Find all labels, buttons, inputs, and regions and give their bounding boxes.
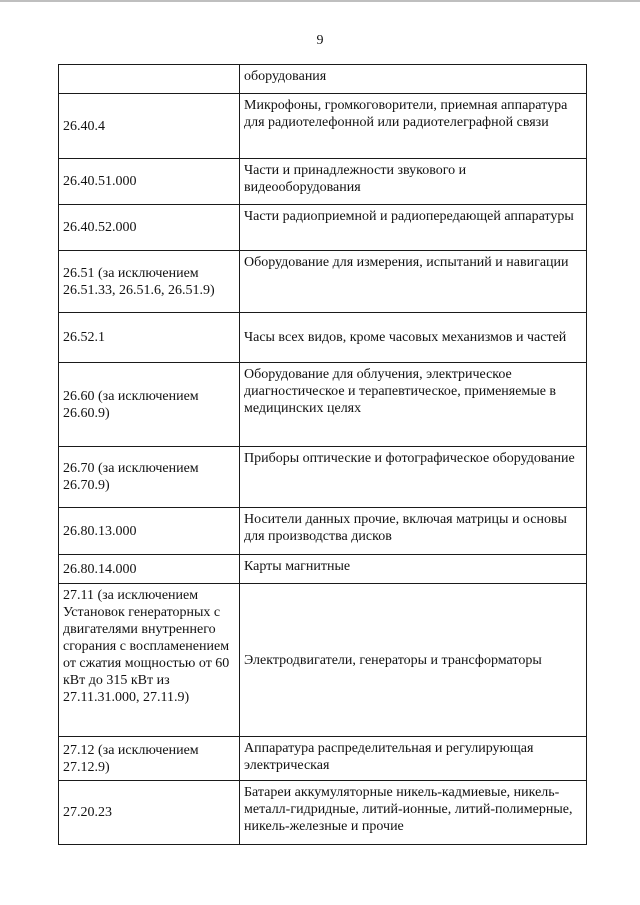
code-cell: 26.80.13.000 [59,508,240,555]
description-cell: Части радиоприемной и радиопередающей аппаратуры [240,205,587,251]
code-cell [59,65,240,94]
code-cell: 27.12 (за исключением 27.12.9) [59,737,240,781]
code-cell: 27.20.23 [59,781,240,845]
code-cell: 26.70 (за исключением 26.70.9) [59,447,240,508]
table-row [59,363,587,447]
description-cell: Часы всех видов, кроме часовых механизмов и частей [240,313,587,363]
table-row [59,584,587,737]
description-cell: Электродвигатели, генераторы и трансформаторы [240,584,587,737]
table-row [59,94,587,159]
code-cell: 26.80.14.000 [59,555,240,584]
table-row [59,159,587,205]
table-row [59,251,587,313]
page-number: 9 [316,33,324,48]
table-row [59,447,587,508]
code-cell: 26.51 (за исключением 26.51.33, 26.51.6, 26.51.9) [59,251,240,313]
description-cell: Батареи аккумуляторные никель-кадмиевые, никель-металл-гидридные, литий-ионные, литий-полимерные, никель-железные и прочие [240,781,587,845]
description-cell: Микрофоны, громкоговорители, приемная аппаратура для радиотелефонной или радиотелеграфной связи [240,94,587,159]
classification-table [58,64,587,845]
description-cell: Оборудование для измерения, испытаний и навигации [240,251,587,313]
code-cell: 26.52.1 [59,313,240,363]
description-cell: оборудования [240,65,587,94]
code-cell: 27.11 (за исключением Установок генераторных с двигателями внутреннего сгорания с воспламенением от сжатия мощностью от 60 кВт до 315 кВт из 27.11.31.000, 27.11.9) [59,584,240,737]
table-row [59,508,587,555]
code-cell: 26.60 (за исключением 26.60.9) [59,363,240,447]
table-row [59,737,587,781]
table-row [59,313,587,363]
table-row [59,781,587,845]
description-cell: Приборы оптические и фотографическое оборудование [240,447,587,508]
top-edge-rule [0,0,640,2]
description-cell: Карты магнитные [240,555,587,584]
table-row [59,65,587,94]
description-cell: Оборудование для облучения, электрическое диагностическое и терапевтическое, применяемые в медицинских целях [240,363,587,447]
table-row [59,555,587,584]
code-cell: 26.40.4 [59,94,240,159]
code-cell: 26.40.52.000 [59,205,240,251]
description-cell: Носители данных прочие, включая матрицы и основы для производства дисков [240,508,587,555]
table-row [59,205,587,251]
description-cell: Части и принадлежности звукового и видеооборудования [240,159,587,205]
description-cell: Аппаратура распределительная и регулирующая электрическая [240,737,587,781]
code-cell: 26.40.51.000 [59,159,240,205]
